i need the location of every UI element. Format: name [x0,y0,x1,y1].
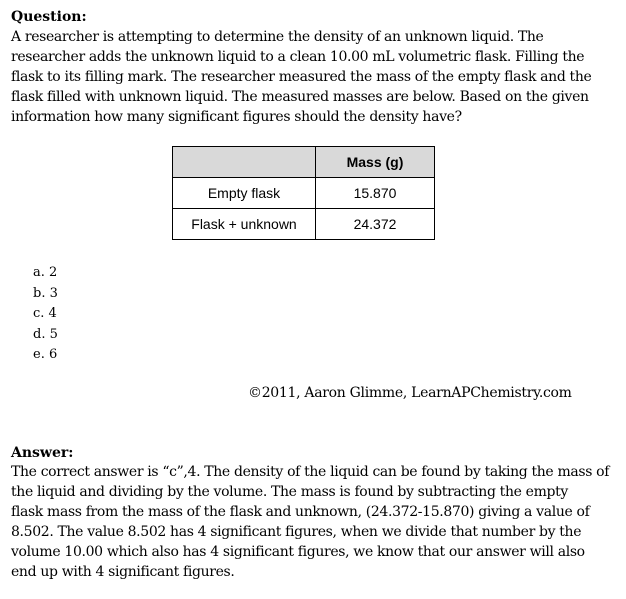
question-line: researcher adds the unknown liquid to a clean 10.00 mL volumetric flask. Filling the [11,49,585,65]
choice-c: c. 4 [33,306,57,321]
answer-line: volume 10.00 which also has 4 significant figures, we know that our answer will also [11,544,585,560]
question-line: flask filled with unknown liquid. The measured masses are below. Based on the given [11,89,589,105]
row-label-flask-unknown: Flask + unknown [173,209,316,240]
answer-line: The correct answer is “c”,4. The density of the liquid can be found by taking the mass of [11,464,610,480]
mass-table [172,146,435,240]
answer-choices [33,263,58,366]
question-line: information how many significant figures should the density have? [11,109,462,125]
row-value-flask-unknown: 24.372 [316,209,435,240]
choice-a: a. 2 [33,265,58,280]
question-line: flask to its filling mark. The researcher measured the mass of the empty flask and the [11,69,592,85]
copyright-notice: ©2011, Aaron Glimme, LearnAPChemistry.com [248,385,572,401]
row-value-empty-flask: 15.870 [316,178,435,209]
answer-line: flask mass from the mass of the flask and unknown, (24.372-15.870) giving a value of [11,504,590,520]
row-label-empty-flask: Empty flask [173,178,316,209]
choice-e: e. 6 [33,347,58,362]
choice-d: d. 5 [33,326,58,342]
answer-line: the liquid and dividing by the volume. The mass is found by subtracting the empty [11,484,568,500]
question-text [11,27,615,127]
answer-line: end up with 4 significant figures. [11,564,235,580]
answer-text [11,462,615,582]
answer-heading: Answer: [11,445,74,461]
table-row [173,209,435,240]
answer-line: 8.502. The value 8.502 has 4 significant figures, when we divide that number by the [11,524,582,540]
table-row [173,178,435,209]
table-corner-cell [173,147,316,178]
question-heading: Question: [11,9,87,25]
mass-column-header: Mass (g) [316,147,435,178]
question-line: A researcher is attempting to determine the density of an unknown liquid. The [11,29,544,45]
choice-b: b. 3 [33,285,58,301]
table-header-row [173,147,435,178]
